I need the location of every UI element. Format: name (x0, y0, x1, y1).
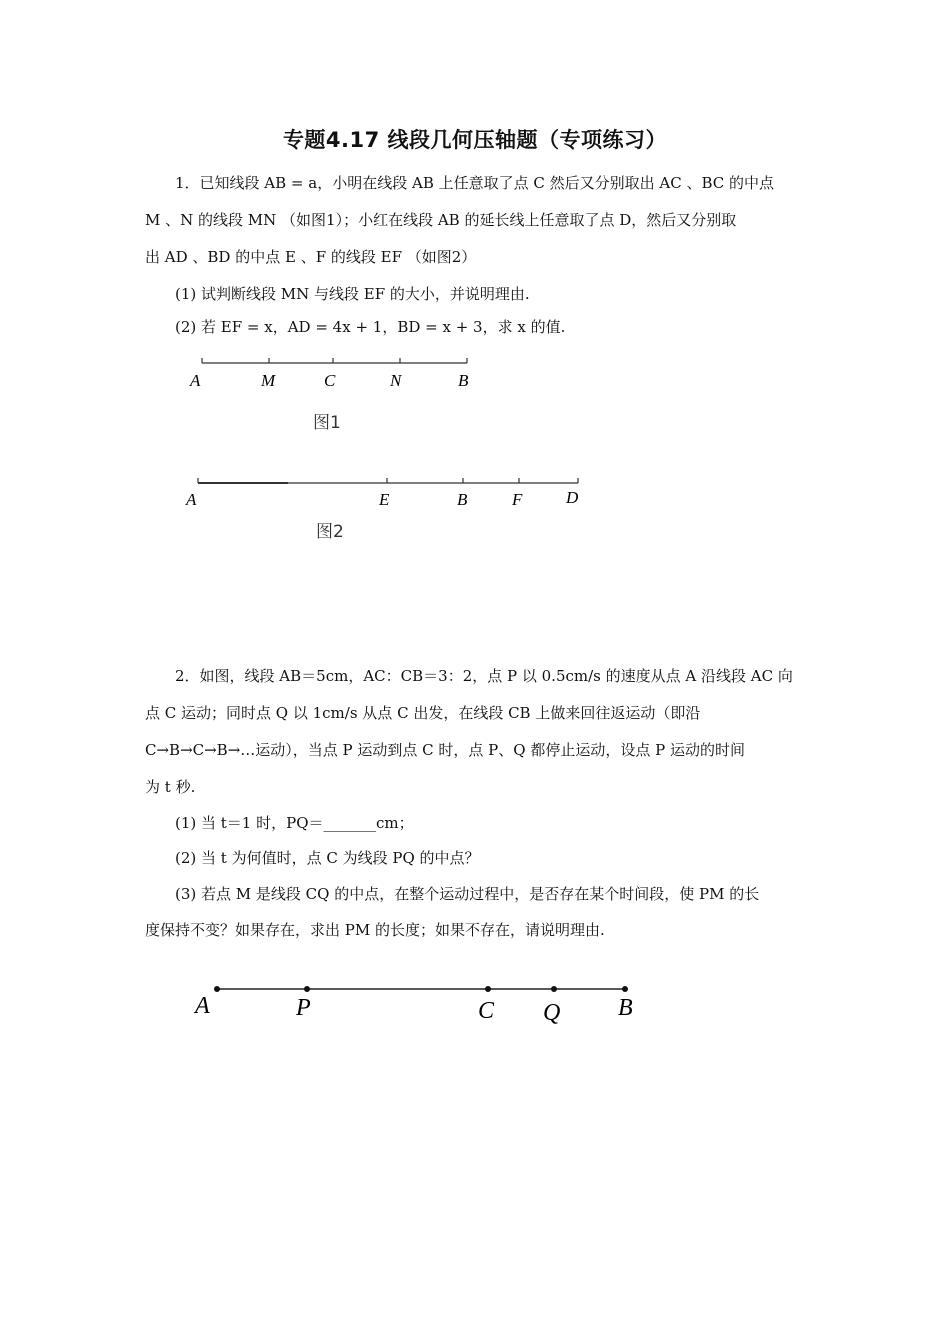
q1-line3: 出 AD 、BD 的中点 E 、F 的线段 EF （如图2） (145, 248, 477, 266)
q1-line2: M 、N 的线段 MN （如图1）；小红在线段 AB 的延长线上任意取了点 D，然后又分别取 (145, 211, 737, 229)
fig1-label-c: C (324, 371, 336, 390)
q1-sub2: (2) 若 EF = x，AD = 4x + 1，BD = x + 3，求 x 的值. (175, 318, 566, 336)
q2-sub2: (2) 当 t 为何值时，点 C 为线段 PQ 的中点？ (175, 849, 480, 867)
fig1-label-b: B (458, 371, 469, 390)
q1-line1: 1．已知线段 AB = a，小明在线段 AB 上任意取了点 C 然后又分别取出 AC 、BC 的中点 (175, 174, 775, 192)
q1-sub1: (1) 试判断线段 MN 与线段 EF 的大小，并说明理由. (175, 285, 530, 303)
fig1-label-m: M (261, 371, 276, 390)
q2-line1: 2．如图，线段 AB＝5cm，AC：CB＝3：2，点 P 以 0.5cm/s 的速度从点 A 沿线段 AC 向 (175, 667, 793, 685)
q2-sub3: (3) 若点 M 是线段 CQ 的中点，在整个运动过程中，是否存在某个时间段，使 PM 的长 (175, 885, 760, 903)
q2-sub1: (1) 当 t＝1 时，PQ＝_______cm； (175, 814, 414, 832)
figure-1-segment (180, 350, 490, 400)
fig1-label-a: A (190, 371, 201, 390)
fig3-label-c: C (478, 998, 495, 1024)
fig2-label-f: F (512, 490, 523, 509)
fig3-label-b: B (618, 995, 633, 1021)
fig3-label-q: Q (543, 1000, 561, 1026)
figure-2-caption: 图2 (316, 522, 344, 542)
q2-line3: C→B→C→B→…运动），当点 P 运动到点 C 时，点 P、Q 都停止运动，设点 P 运动的时间 (145, 741, 745, 759)
figure-2-segment (178, 470, 598, 515)
q2-line4: 为 t 秒. (145, 778, 196, 796)
fig1-label-n: N (390, 371, 402, 390)
fig2-label-b: B (457, 490, 468, 509)
fig3-label-p: P (296, 995, 311, 1021)
figure-1-caption: 图1 (313, 413, 341, 433)
q2-line2: 点 C 运动；同时点 Q 以 1cm/s 从点 C 出发，在线段 CB 上做来回往返运动（即沿 (145, 704, 701, 722)
fig3-label-a: A (195, 993, 210, 1019)
fig2-label-d: D (566, 488, 579, 507)
fig2-label-a: A (186, 490, 197, 509)
figure-3-segment (190, 975, 650, 1035)
page-title: 专题4.17 线段几何压轴题（专项练习） (282, 128, 668, 152)
q2-sub4: 度保持不变？如果存在，求出 PM 的长度；如果不存在，请说明理由. (145, 921, 605, 939)
fig2-label-e: E (379, 490, 390, 509)
